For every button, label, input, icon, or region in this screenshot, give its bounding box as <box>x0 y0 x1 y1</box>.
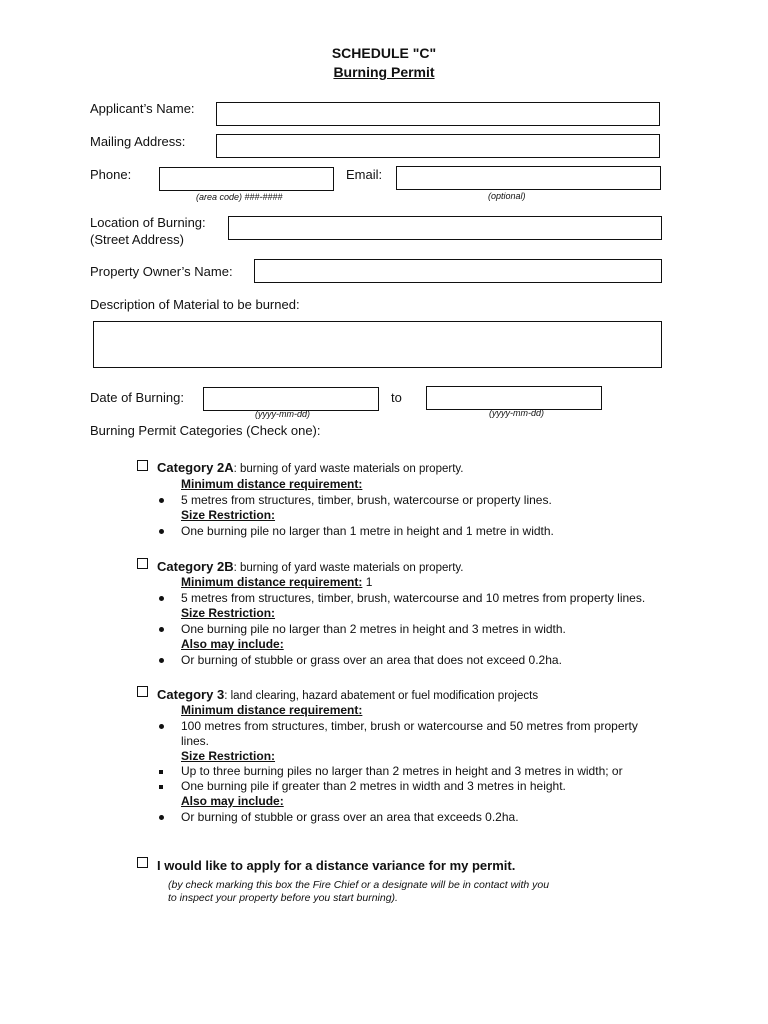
schedule-title: SCHEDULE "C" <box>331 45 437 61</box>
category-3-size-label: Size Restriction: <box>181 749 276 763</box>
category-3-min-item-cont: lines. <box>181 734 210 748</box>
date-to-format-hint: (yyyy-mm-dd) <box>489 408 544 418</box>
category-2b-also-label: Also may include: <box>181 637 284 651</box>
category-2b-desc: : burning of yard waste materials on property. <box>233 562 464 574</box>
category-2b-also-item: Or burning of stubble or grass over an area that does not exceed 0.2ha. <box>181 653 562 667</box>
permit-title-text: Burning Permit <box>333 64 435 80</box>
owner-name-field[interactable] <box>254 259 662 283</box>
category-2b-size-item: One burning pile no larger than 2 metres in height and 3 metres in width. <box>181 622 566 636</box>
mailing-address-field[interactable] <box>216 134 660 158</box>
bullet-icon <box>159 596 164 601</box>
bullet-icon <box>159 724 164 729</box>
phone-format-hint: (area code) ###-#### <box>196 192 283 202</box>
category-3-min-item: 100 metres from structures, timber, brush or watercourse and 50 metres from property <box>181 719 638 733</box>
category-2a-size-label: Size Restriction: <box>181 508 276 522</box>
category-3-size-item: Up to three burning piles no larger than 2 metres in height and 3 metres in width; or <box>181 764 623 778</box>
mailing-address-label: Mailing Address: <box>90 134 186 149</box>
date-to-label: to <box>391 390 402 405</box>
category-2b-name: Category 2B <box>157 559 234 574</box>
category-3-heading <box>157 687 538 702</box>
bullet-icon <box>159 627 164 632</box>
bullet-icon <box>159 815 164 820</box>
category-2a-min-label: Minimum distance requirement: <box>181 477 363 491</box>
categories-heading: Burning Permit Categories (Check one): <box>90 423 321 438</box>
email-field[interactable] <box>396 166 661 190</box>
date-from-field[interactable] <box>203 387 379 411</box>
location-label: Location of Burning: <box>90 215 206 230</box>
description-label: Description of Material to be burned: <box>90 297 300 312</box>
category-3-min-label: Minimum distance requirement: <box>181 703 363 717</box>
category-2a-checkbox[interactable] <box>137 460 148 471</box>
bullet-icon <box>159 498 164 503</box>
bullet-icon <box>159 529 164 534</box>
square-bullet-icon <box>159 785 163 789</box>
variance-label: I would like to apply for a distance variance for my permit. <box>157 858 516 873</box>
category-3-also-item: Or burning of stubble or grass over an area that exceeds 0.2ha. <box>181 810 519 824</box>
category-2a-heading <box>157 460 463 475</box>
category-2b-size-label: Size Restriction: <box>181 606 276 620</box>
category-3-desc: : land clearing, hazard abatement or fuel modification projects <box>224 690 539 702</box>
category-2b-min-suffix: 1 <box>365 575 373 589</box>
category-2b-heading <box>157 559 463 574</box>
page-title <box>0 64 768 80</box>
phone-field[interactable] <box>159 167 334 191</box>
variance-note-line-2: to inspect your property before you start burning). <box>168 892 398 904</box>
category-2a-name: Category 2A <box>157 460 234 475</box>
category-2b-checkbox[interactable] <box>137 558 148 569</box>
category-3-also-label: Also may include: <box>181 794 284 808</box>
variance-checkbox[interactable] <box>137 857 148 868</box>
date-from-format-hint: (yyyy-mm-dd) <box>255 409 310 419</box>
applicant-name-label: Applicant’s Name: <box>90 101 195 116</box>
email-optional-hint: (optional) <box>488 191 526 201</box>
email-label: Email: <box>346 167 383 182</box>
phone-label: Phone: <box>90 167 132 182</box>
category-2a-desc: : burning of yard waste materials on property. <box>233 463 464 475</box>
location-sublabel: (Street Address) <box>90 232 184 247</box>
location-field[interactable] <box>228 216 662 240</box>
date-label: Date of Burning: <box>90 390 184 405</box>
description-field[interactable] <box>93 321 662 368</box>
date-to-field[interactable] <box>426 386 602 410</box>
category-3-checkbox[interactable] <box>137 686 148 697</box>
category-2a-size-item: One burning pile no larger than 1 metre in height and 1 metre in width. <box>181 524 554 538</box>
category-2b-min-line <box>181 575 372 589</box>
category-2b-min-label: Minimum distance requirement: <box>181 575 363 589</box>
category-3-size-item: One burning pile if greater than 2 metres in width and 3 metres in height. <box>181 779 566 793</box>
applicant-name-field[interactable] <box>216 102 660 126</box>
variance-note-line-1: (by check marking this box the Fire Chief or a designate will be in contact with you <box>168 879 550 891</box>
category-2a-min-item: 5 metres from structures, timber, brush, watercourse or property lines. <box>181 493 552 507</box>
category-3-name: Category 3 <box>157 687 225 702</box>
bullet-icon <box>159 658 164 663</box>
square-bullet-icon <box>159 770 163 774</box>
category-2b-min-item: 5 metres from structures, timber, brush, watercourse and 10 metres from property lines. <box>181 591 646 605</box>
owner-name-label: Property Owner’s Name: <box>90 264 233 279</box>
